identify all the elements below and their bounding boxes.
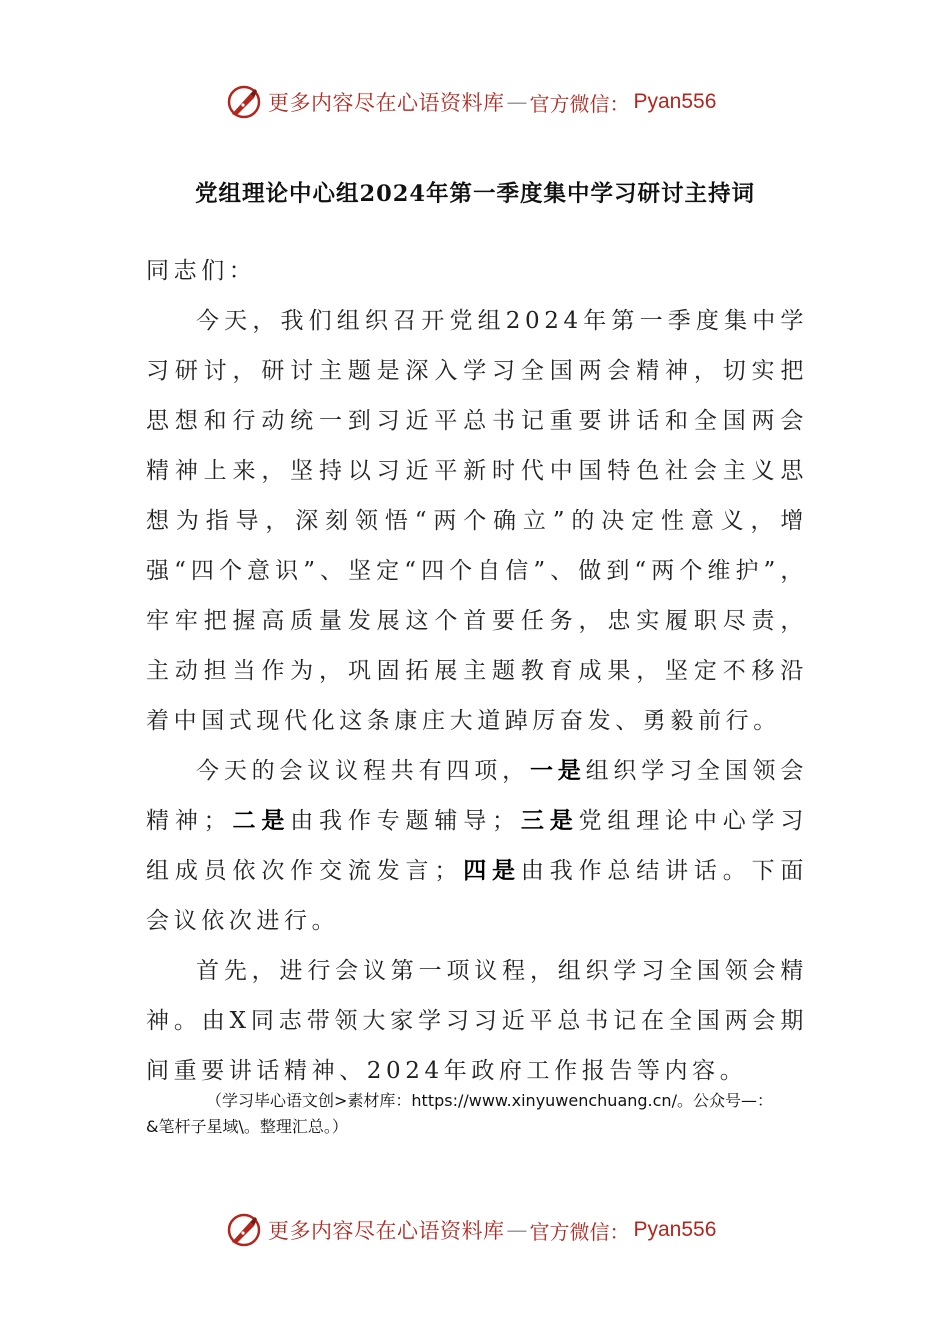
- agenda-item1-label: 一是: [529, 757, 586, 784]
- watermark-dash: —: [506, 1218, 528, 1242]
- header-watermark-banner: [226, 82, 716, 122]
- agenda-item3-label: 三是: [519, 807, 579, 834]
- watermark-text: 更多内容尽在心语资料库: [268, 1219, 505, 1243]
- paragraph-opening: 今天，我们组织召开党组2024年第一季度集中学习研讨，研讨主题是深入学习全国两会精神，切实把思想和行动统一到习近平总书记重要讲话和全国两会精神上来，坚持以习近平新时代中国特色社会主义思想为指导，深刻领悟“两个确立”的决定性意义，增强“四个意识”、坚定“四个自信”、做到“两个维护”，牢牢把握高质量发展这个首要任务，忠实履职尽责，主动担当作为，巩固拓展主题教育成果，坚定不移沿着中国式现代化这条康庄大道踔厉奋发、勇毅前行。: [146, 308, 808, 734]
- agenda-item4-text: 由我作总结讲话。下面会议依次进行。: [146, 858, 809, 934]
- source-note: [146, 1088, 818, 1140]
- agenda-item1-text: 组织学习全国领会精神；: [146, 758, 808, 834]
- watermark-wechat-label: 官方微信：: [529, 91, 630, 116]
- watermark-wechat-label: 官方微信：: [529, 1219, 630, 1244]
- agenda-item3-text: 党组理论中心学习组成员依次作交流发言；: [146, 808, 808, 884]
- salutation: 同志们：: [146, 258, 257, 284]
- source-note-line2: &笔杆子星域\。整理汇总。）: [146, 1117, 348, 1136]
- footer-watermark-banner: [226, 1210, 716, 1250]
- paragraph-first-item: 首先，进行会议第一项议程，组织学习全国领会精神。由X同志带领大家学习习近平总书记在全国两会期间重要讲话精神、2024年政府工作报告等内容。: [146, 958, 808, 1084]
- source-note-line1: （学习毕心语文创>素材库：https://www.xinyuwenchuang.cn/。公众号—：: [206, 1091, 773, 1110]
- paragraph-agenda: [146, 746, 808, 946]
- watermark-dash: —: [506, 90, 528, 114]
- agenda-item2-label: 二是: [231, 807, 291, 834]
- watermark-text: 更多内容尽在心语资料库: [268, 91, 505, 115]
- document-title: 党组理论中心组2024年第一季度集中学习研讨主持词: [194, 181, 756, 207]
- agenda-intro: 今天的会议议程共有四项，: [196, 758, 530, 784]
- pen-nib-logo-icon: [226, 1212, 262, 1248]
- document-body: [146, 246, 808, 1096]
- watermark-wechat-id: Pyan556: [633, 90, 717, 113]
- agenda-item4-label: 四是: [461, 857, 521, 884]
- agenda-item2-text: 由我作专题辅导；: [290, 808, 520, 834]
- pen-nib-logo-icon: [226, 84, 262, 120]
- watermark-wechat-id: Pyan556: [633, 1218, 717, 1241]
